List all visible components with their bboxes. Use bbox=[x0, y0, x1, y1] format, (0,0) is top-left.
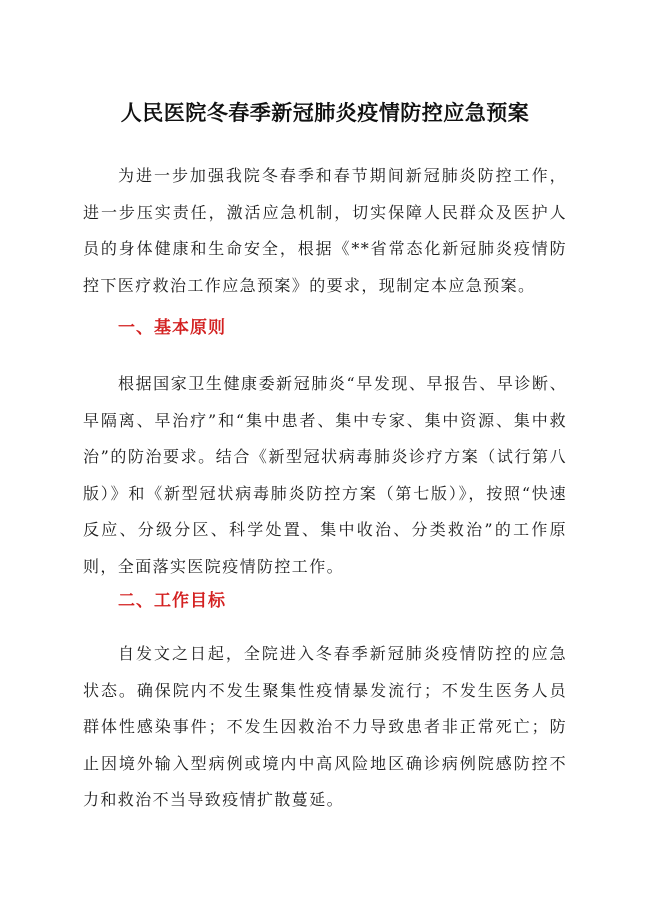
document-title: 人民医院冬春季新冠肺炎疫情防控应急预案 bbox=[120, 101, 530, 125]
section-heading-work-goals: 二、工作目标 bbox=[118, 591, 226, 611]
basic-principles-paragraph: 根据国家卫生健康委新冠肺炎“早发现、早报告、早诊断、早隔离、早治疗”和“集中患者、集中专家、集中资源、集中救治”的防治要求。结合《新型冠状病毒肺炎诊疗方案（试行第八版）》和《新型冠状病毒肺炎防控方案（第七版）》，按照“快速反应、分级分区、科学处置、集中收治、分类救治”的工作原则，全面落实医院疫情防控工作。 bbox=[83, 374, 567, 576]
work-goals-paragraph: 自发文之日起，全院进入冬春季新冠肺炎疫情防控的应急状态。确保院内不发生聚集性疫情暴发流行；不发生医务人员群体性感染事件；不发生因救治不力导致患者非正常死亡；防止因境外输入型病例或境内中高风险地区确诊病例院感防控不力和救治不当导致疫情扩散蔓延。 bbox=[83, 644, 567, 810]
section-heading-basic-principles: 一、基本原则 bbox=[118, 318, 226, 338]
intro-paragraph: 为进一步加强我院冬春季和春节期间新冠肺炎防控工作，进一步压实责任，激活应急机制，切实保障人民群众及医护人员的身体健康和生命安全，根据《**省常态化新冠肺炎疫情防控下医疗救治工作应急预案》的要求，现制定本应急预案。 bbox=[83, 166, 567, 295]
